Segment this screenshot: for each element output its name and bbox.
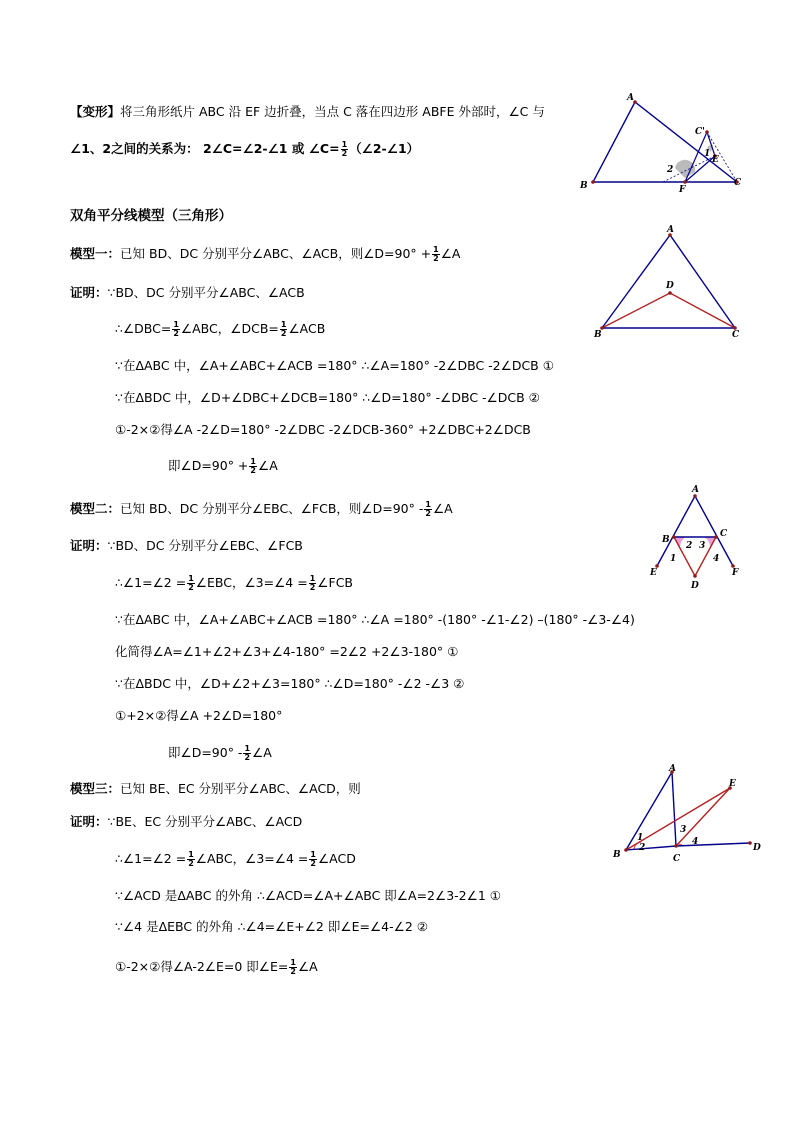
proof-given: ∵BD、DC 分别平分∠EBC、∠FCB (107, 538, 303, 553)
model2-step2: ∵在ΔABC 中，∠A+∠ABC+∠ACB =180° ∴∠A =180° -(180° -∠1-∠2) –(180° -∠3-∠4) (115, 612, 635, 627)
model3-title: 模型三： (70, 781, 121, 796)
model3-step1: ∴∠1=∠2 = $\frac{1}{2}$ ∠ABC，∠3=∠4 = $\frac{1}{2}$ ∠ACD (115, 850, 356, 868)
model3-statement (70, 781, 361, 797)
proof-given: ∵BD、DC 分别平分∠ABC、∠ACB (107, 285, 305, 300)
model2-title: 模型二： (70, 501, 121, 516)
point-b (591, 180, 595, 184)
label-a: A (692, 485, 699, 495)
model1-figure (590, 225, 750, 340)
variant-line-2 (70, 141, 419, 158)
model2-step1: ∴∠1=∠2 = $\frac{1}{2}$ ∠EBC，∠3=∠4 = $\frac{1}{2}$ ∠FCB (115, 574, 353, 592)
model1-step5: 即∠D=90° + $\frac{1}{2}$ ∠A (168, 457, 278, 475)
point-b (672, 535, 676, 539)
fold-triangle-figure (575, 90, 760, 195)
fraction-half: $\frac{1}{2}$ (188, 850, 194, 868)
label-e: E (729, 779, 736, 789)
label-a: A (669, 764, 676, 774)
label-c: C (732, 330, 740, 340)
model2-proof-head (70, 538, 303, 554)
variant-line-1 (70, 104, 545, 120)
label-angle-3: 3 (680, 825, 687, 835)
point-d (748, 841, 752, 845)
model1-step3: ∵在ΔBDC 中，∠D+∠DBC+∠DCB=180° ∴∠D=180° -∠DBC -∠DCB ② (115, 390, 540, 405)
model3-step2: ∵∠ACD 是ΔABC 的外角 ∴∠ACD=∠A+∠ABC 即∠A=2∠3-2∠1 ① (115, 888, 501, 903)
model2-statement (70, 501, 453, 518)
fraction-half: $\frac{1}{2}$ (341, 140, 348, 158)
fraction-half: $\frac{1}{2}$ (290, 958, 296, 976)
label-f: F (679, 185, 686, 195)
model1-stmt: 已知 BD、DC 分别平分∠ABC、∠ACB，则∠D=90° + (120, 246, 432, 261)
label-c: C (720, 529, 728, 539)
label-e: E (712, 155, 719, 165)
label-angle-4: 4 (692, 837, 699, 847)
fraction-half: $\frac{1}{2}$ (244, 744, 251, 762)
label-b: B (594, 330, 602, 340)
label-f: F (732, 568, 739, 578)
variant-relation-tail: （∠2-∠1） (349, 141, 420, 156)
model2-stmt: 已知 BD、DC 分别平分∠EBC、∠FCB，则∠D=90° - (120, 501, 424, 516)
model1-step2: ∵在ΔABC 中，∠A+∠ABC+∠ACB =180° ∴∠A=180° -2∠DBC -2∠DCB ① (115, 358, 554, 373)
proof-label: 证明： (70, 538, 108, 553)
proof-given: ∵BE、EC 分别平分∠ABC、∠ACD (107, 814, 303, 829)
label-d: D (691, 581, 699, 591)
model2-stmt-tail: ∠A (432, 501, 453, 516)
proof-label: 证明： (70, 285, 108, 300)
fraction-half: $\frac{1}{2}$ (433, 245, 439, 263)
model1-title: 模型一： (70, 246, 121, 261)
label-angle-2: 2 (667, 165, 674, 175)
label-angle-1: 1 (670, 554, 677, 564)
model3-stmt: 已知 BE、EC 分别平分∠ABC、∠ACD，则 (120, 781, 361, 796)
model3-proof-head (70, 814, 302, 830)
side-ac (672, 772, 676, 846)
label-c-prime: C' (695, 127, 705, 137)
label-b: B (613, 850, 621, 860)
fraction-half: $\frac{1}{2}$ (173, 320, 179, 338)
model2-figure (640, 480, 750, 592)
triangle-abc-sides (626, 772, 676, 850)
model1-step4: ①-2×②得∠A -2∠D=180° -2∠DBC -2∠DCB-360° +2∠DBC+2∠DCB (115, 422, 531, 437)
section-title: 双角平分线模型（三角形） (70, 208, 232, 224)
label-c: C (673, 854, 681, 864)
label-e: E (650, 568, 657, 578)
triangle-abc (593, 102, 737, 182)
label-angle-2: 2 (686, 541, 693, 551)
model3-step3: ∵∠4 是ΔEBC 的外角 ∴∠4=∠E+∠2 即∠E=∠4-∠2 ② (115, 919, 428, 934)
fraction-half: $\frac{1}{2}$ (280, 320, 287, 338)
angle-3-shade (704, 537, 716, 547)
point-c (714, 535, 718, 539)
point-f (683, 180, 687, 184)
point-d (668, 291, 672, 295)
variant-relation: ∠1、2之间的关系为： 2∠C=∠2-∠1 或 ∠C= (70, 141, 340, 156)
label-d: D (666, 281, 674, 291)
label-a: A (667, 225, 674, 235)
model3-figure (608, 760, 768, 868)
model2-step6: 即∠D=90° - $\frac{1}{2}$ ∠A (168, 744, 272, 762)
fraction-half: $\frac{1}{2}$ (310, 850, 316, 868)
extension-cd (676, 843, 750, 846)
model1-step1: ∴∠DBC= $\frac{1}{2}$ ∠ABC，∠DCB= $\frac{1}{2}$ ∠ACB (115, 320, 326, 338)
model2-step5: ①+2×②得∠A +2∠D=180° (115, 708, 283, 723)
model2-step4: ∵在ΔBDC 中，∠D+∠2+∠3=180° ∴∠D=180° -∠2 -∠3 ② (115, 676, 465, 691)
label-b: B (662, 535, 670, 545)
model3-step4: ①-2×②得∠A-2∠E=0 即∠E= $\frac{1}{2}$ ∠A (115, 958, 318, 976)
model1-proof-head (70, 285, 305, 301)
label-b: B (580, 181, 588, 191)
variant-text: 将三角形纸片 ABC 沿 EF 边折叠，当点 C 落在四边形 ABFE 外部时，∠C 与 (120, 104, 545, 119)
model1-stmt-tail: ∠A (440, 246, 461, 261)
fraction-half: $\frac{1}{2}$ (309, 574, 316, 592)
proof-label: 证明： (70, 814, 108, 829)
model2-step3: 化简得∠A=∠1+∠2+∠3+∠4-180° =2∠2 +2∠3-180° ① (115, 644, 459, 659)
label-c: C (734, 178, 742, 188)
angle-2-shade (674, 537, 686, 547)
point-d (693, 574, 697, 578)
model1-statement (70, 246, 460, 263)
fraction-half: $\frac{1}{2}$ (250, 457, 256, 475)
fraction-half: $\frac{1}{2}$ (425, 500, 431, 518)
label-angle-1: 1 (704, 149, 711, 159)
label-angle-1: 1 (637, 833, 644, 843)
variant-tag: 【变形】 (70, 104, 121, 119)
point-b (624, 848, 628, 852)
label-a: A (627, 93, 634, 103)
label-angle-2: 2 (639, 843, 646, 853)
label-d: D (753, 843, 761, 853)
point-c (674, 844, 678, 848)
point-c-prime (705, 130, 709, 134)
label-angle-3: 3 (699, 541, 706, 551)
label-angle-4: 4 (713, 554, 720, 564)
fraction-half: $\frac{1}{2}$ (188, 574, 194, 592)
